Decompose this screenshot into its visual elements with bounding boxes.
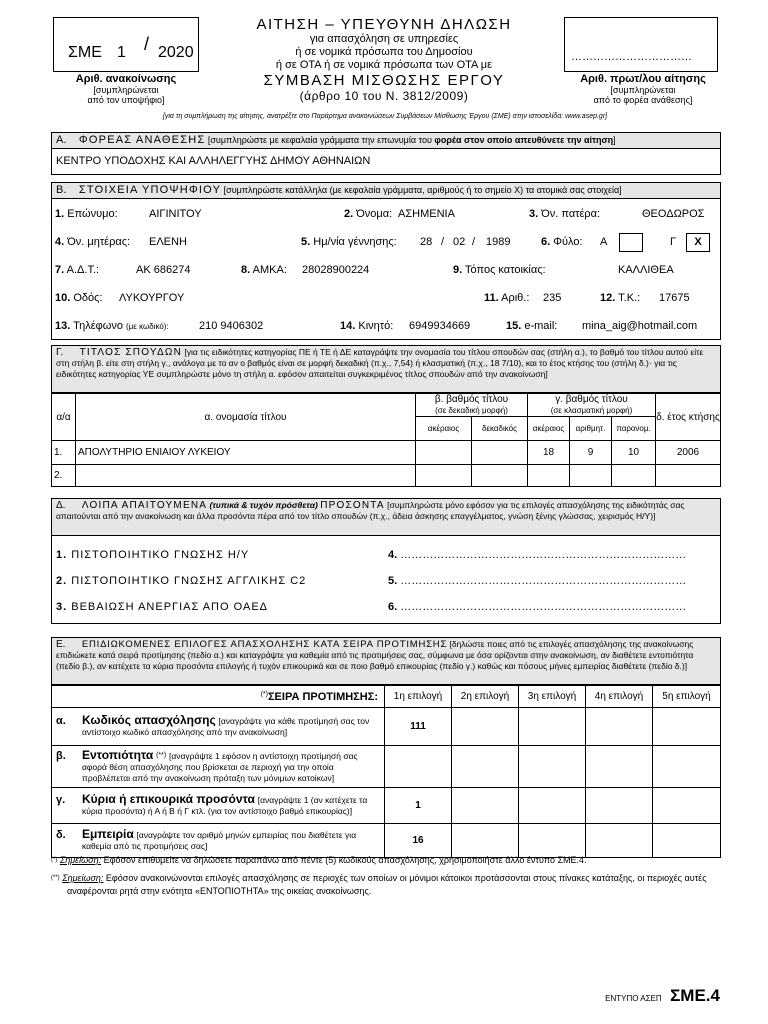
birth-date-field[interactable]: 5. Ημ/νία γέννησης: xyxy=(301,236,397,248)
choice-1-code[interactable]: 111 xyxy=(385,708,452,746)
choice-2-qualification[interactable] xyxy=(452,788,519,824)
birth-year[interactable]: 1989 xyxy=(486,236,511,248)
choice-3-header: 3η επιλογή xyxy=(519,686,586,708)
choice-5-header: 5η επιλογή xyxy=(653,686,721,708)
section-d-title-end: ΠΡΟΣΟΝΤΑ xyxy=(320,500,385,511)
sub-dec: δεκαδικός xyxy=(472,417,528,441)
choice-1-experience[interactable]: 16 xyxy=(385,824,452,858)
choice-5-code[interactable] xyxy=(653,708,721,746)
section-e-header xyxy=(51,637,721,685)
instructions-note: [για τη συμπλήρωση της αίτησης, ανατρέξτε στο Παράρτημα ανακοινώσεων Συμβάσεων Μίσθωσης Έργου (ΣΜΕ) στην ιστοσελίδα: www.asep.gr] xyxy=(162,113,608,120)
email-value[interactable]: mina_aig@hotmail.com xyxy=(582,320,698,332)
email-field[interactable]: 15. e-mail: xyxy=(506,320,558,332)
surname-field[interactable]: 1. Επώνυμο: xyxy=(55,208,118,220)
note-2: (**) Σημείωση: Εφόσον ανακοινώνονται επιλογές απασχόλησης σε περιοχές των οποίων οι μόνιμοι κάτοικοι προτάσσονται στους πίνακες κατάταξης, οι περιοχές αυτές αναφέρονται ρητά στην ενότητα «ΕΝΤΟΠΙΟΤΗΤΑ» της οικείας ανακοίνωσης. xyxy=(51,873,707,896)
protocol-number-box xyxy=(564,17,718,72)
preference-order-label: (*)ΣΕΙΡΑ ΠΡΟΤΙΜΗΣΗΣ: xyxy=(52,686,385,708)
father-name-value[interactable]: ΘΕΟΔΩΡΟΣ xyxy=(642,208,705,220)
col-fraction-header: γ. βαθμός τίτλου (σε κλασματική μορφή) xyxy=(528,394,656,417)
id-card-field[interactable]: 7. Α.Δ.Τ.: xyxy=(55,264,100,276)
form-title: ΑΙΤΗΣΗ – ΥΠΕΥΘΥΝΗ ΔΗΛΩΣΗ xyxy=(256,16,512,33)
grade-frac-den-cell[interactable] xyxy=(612,465,656,487)
table-row xyxy=(52,708,721,746)
gender-male-checkbox[interactable] xyxy=(619,233,643,252)
table-row xyxy=(52,824,721,858)
street-field[interactable]: 10. Οδός: xyxy=(55,292,103,304)
grade-int-cell[interactable] xyxy=(416,441,472,465)
preferences-table xyxy=(51,685,721,858)
mobile-field[interactable]: 14. Κινητό: xyxy=(340,320,394,332)
section-a-letter: Α. xyxy=(56,134,67,146)
experience-label: δ. Εμπειρία [αναγράψτε τον αριθμό μηνών εμπειρίας που διαθέτετε για καθεμία από τις προτιμήσεις σας] xyxy=(52,824,385,858)
residence-value[interactable]: ΚΑΛΛΙΘΕΑ xyxy=(618,264,674,276)
section-g-title: ΤΙΤΛΟΣ ΣΠΟΥΔΩΝ xyxy=(79,347,182,358)
section-g-header xyxy=(51,345,721,393)
protocol-sub1: [συμπληρώνεται xyxy=(610,85,676,95)
protocol-sub2: από το φορέα ανάθεσης] xyxy=(593,95,693,105)
choice-4-code[interactable] xyxy=(586,708,653,746)
section-a-hint-bold: φορέα στον οποίο απευθύνετε την αίτηση xyxy=(434,135,614,145)
choice-3-code[interactable] xyxy=(519,708,586,746)
sub-g-int: ακέραιος xyxy=(528,417,570,441)
form-line1: για απασχόληση σε υπηρεσίες xyxy=(309,33,459,45)
section-d-header xyxy=(51,498,721,536)
locality-label: β. Εντοπιότητα (**) [αναγράψτε 1 εφόσον η αντίστοιχη προτίμησή σας αφορά θέση απασχόλησης που βρίσκεται σε περιοχή για την οποία προβλέπεται από την ανακοίνωση πρόταξη των μόνιμων κατοίκων] xyxy=(52,746,385,788)
footer-code: ΣΜΕ.4 xyxy=(670,986,720,1005)
qualification-3[interactable]: 3. ΒΕΒΑΙΩΣΗ ΑΝΕΡΓΙΑΣ ΑΠΟ ΟΑΕΔ xyxy=(56,601,268,613)
footer-label: ΕΝΤΥΠΟ ΑΣΕΠ xyxy=(605,994,662,1003)
birth-sep2: / xyxy=(472,236,476,248)
street-number-value[interactable]: 235 xyxy=(543,292,562,304)
grade-frac-num-cell[interactable] xyxy=(570,465,612,487)
section-e-letter: Ε. xyxy=(56,639,66,650)
mother-name-value[interactable]: ΕΛΕΝΗ xyxy=(149,236,187,248)
gender-check-mark: X xyxy=(694,236,702,248)
section-b-header xyxy=(51,182,721,199)
qualifications-label: γ. Κύρια ή επικουρικά προσόντα [αναγράψτε 1 (αν κατέχετε τα κύρια προσόντα) ή Α ή Β ή Γ κτλ. (για τον αντίστοιχο βαθμό επικουρίας)] xyxy=(52,788,385,824)
title-name-cell[interactable]: ΑΠΟΛΥΤΗΡΙΟ ΕΝΙΑΙΟΥ ΛΥΚΕΙΟΥ xyxy=(76,441,416,465)
choice-5-experience[interactable] xyxy=(653,824,721,858)
protocol-label: Αριθ. πρωτ/λου αίτησης xyxy=(580,73,706,85)
choice-1-header: 1η επιλογή xyxy=(385,686,452,708)
choice-4-experience[interactable] xyxy=(586,824,653,858)
announcement-label: Αριθ. ανακοίνωσης xyxy=(75,73,177,85)
gender-female-label: Γ xyxy=(670,236,677,248)
choice-3-locality[interactable] xyxy=(519,746,586,788)
gender-field: 6. Φύλο: xyxy=(541,236,583,248)
street-value[interactable]: ΛΥΚΟΥΡΓΟΥ xyxy=(119,292,185,304)
section-g-letter: Γ. xyxy=(56,347,64,358)
choice-4-header: 4η επιλογή xyxy=(586,686,653,708)
form-line2: ή σε νομικά πρόσωπα του Δημοσίου xyxy=(295,46,473,58)
id-card-value[interactable]: ΑΚ 686274 xyxy=(136,264,191,276)
grade-int-cell[interactable] xyxy=(416,465,472,487)
section-b-body xyxy=(51,199,721,340)
choice-2-experience[interactable] xyxy=(452,824,519,858)
form-subtitle: ΣΥΜΒΑΣΗ ΜΙΣΘΩΣΗΣ ΕΡΓΟΥ xyxy=(263,72,505,89)
mobile-value[interactable]: 6949934669 xyxy=(409,320,471,332)
protocol-dots[interactable]: …………………………… xyxy=(571,51,692,63)
birth-day[interactable]: 28 xyxy=(420,236,433,248)
section-d-title-sub: (τυπικά & τυχόν πρόσθετα) xyxy=(209,500,318,510)
choice-2-header: 2η επιλογή xyxy=(452,686,519,708)
postal-code-field[interactable]: 12. Τ.Κ.: xyxy=(600,292,641,304)
section-d-title: ΛΟΙΠΑ ΑΠΑΙΤΟΥΜΕΝΑ xyxy=(81,500,208,511)
table-row xyxy=(52,465,721,487)
mother-name-field[interactable]: 4. Όν. μητέρας: xyxy=(55,236,131,248)
year-cell[interactable]: 2006 xyxy=(656,441,721,465)
row-number: 2. xyxy=(52,465,76,487)
surname-value[interactable]: ΑΙΓΙΝΙΤΟΥ xyxy=(149,208,202,220)
gender-female-checkbox[interactable] xyxy=(686,233,710,252)
grade-frac-int-cell[interactable]: 18 xyxy=(528,441,570,465)
firstname-field[interactable]: 2. Όνομα: xyxy=(344,208,393,220)
amka-value[interactable]: 28028900224 xyxy=(302,264,370,276)
section-e-hint: [δηλώστε ποιες από τις επιλογές απασχόλησης της ανακοίνωσης επιδιώκετε κατά σειρά προτίμησης (πεδίο α.) και καταγράψτε για καθεμία από τις προτιμήσεις σας, σύμφωνα με όσα ορίζονται στην ανακοίνωση, αν διαθέτετε εντοπιότητα (πεδίο β.), αν κατέχετε τα κύρια προσόντα επιλογής ή τυχόν επικουρικά και σε ποιο βαθμό επικουρίας (πεδίο γ.) καθώς και πόσους μήνες εμπειρίας διαθέτετε (πεδίο δ.)] xyxy=(56,639,694,671)
sub-g-den: παρονομ. xyxy=(612,417,656,441)
announcement-sub2: από τον υποψήφιο] xyxy=(87,95,165,105)
section-a-hint: [συμπληρώστε με κεφαλαία γράμματα την επωνυμία του xyxy=(207,135,432,145)
choice-3-experience[interactable] xyxy=(519,824,586,858)
title-name-cell[interactable] xyxy=(76,465,416,487)
grade-frac-den-cell[interactable]: 10 xyxy=(612,441,656,465)
gender-male-label: Α xyxy=(600,236,608,248)
row-number: 1. xyxy=(52,441,76,465)
announcement-code: ΣΜΕ xyxy=(68,44,102,61)
choice-1-qualification[interactable]: 1 xyxy=(385,788,452,824)
table-row xyxy=(52,746,721,788)
announcement-number-box xyxy=(53,17,199,72)
footer xyxy=(560,986,720,1006)
phone-value[interactable]: 210 9406302 xyxy=(199,320,264,332)
birth-month[interactable]: 02 xyxy=(453,236,466,248)
authority-name-field[interactable]: ΚΕΝΤΡΟ ΥΠΟΔΟΧΗΣ ΚΑΙ ΑΛΛΗΛΕΓΓΥΗΣ ΔΗΜΟΥ ΑΘΗΝΑΙΩΝ xyxy=(56,155,371,167)
grade-dec-cell[interactable] xyxy=(472,465,528,487)
street-number-field[interactable]: 11. Αριθ.: xyxy=(484,292,530,304)
section-g-hint: [για τις ειδικότητες κατηγορίας ΠΕ ή ΤΕ ή ΔΕ καταγράψτε την ονομασία του τίτλου σπουδών σας (στήλη α.), το βαθμό του τίτλου αυτού είτε στη στήλη β. είτε στη στήλη γ., ανάλογα με το αν ο βαθμός είναι σε μορφή δεκαδική (π.χ., 7,54) ή κλασματική (π.χ., 18 7/10), και το έτος κτήσης του (στήλη δ.)· για τις ειδικότητες κατηγορίας ΥΕ συμπληρώστε μόνο τη στήλη α. εφόσον απαιτείται συγκεκριμένος τίτλος σπουδών από την ανακοίνωση] xyxy=(56,347,704,379)
choice-2-locality[interactable] xyxy=(452,746,519,788)
qualification-2[interactable]: 2. ΠΙΣΤΟΠΟΙΗΤΙΚΟ ΓΝΩΣΗΣ ΑΓΓΛΙΚΗΣ C2 xyxy=(56,575,307,587)
section-b-title: ΣΤΟΙΧΕΙΑ ΥΠΟΨΗΦΙΟΥ xyxy=(78,184,222,196)
section-a-header xyxy=(51,132,721,149)
section-a-body xyxy=(51,149,721,175)
section-e-title: ΕΠΙΔΙΩΚΟΜΕΝΕΣ ΕΠΙΛΟΓΕΣ ΑΠΑΣΧΟΛΗΣΗΣ ΚΑΤΑ ΣΕΙΡΑ ΠΡΟΤΙΜΗΣΗΣ xyxy=(81,639,448,650)
col-title-header: α. ονομασία τίτλου xyxy=(76,394,416,441)
qualification-5[interactable]: 5. …………………………………………………………………… xyxy=(388,575,687,587)
section-d-body xyxy=(51,536,721,624)
father-name-field[interactable]: 3. Όν. πατέρα: xyxy=(529,208,601,220)
choice-2-code[interactable] xyxy=(452,708,519,746)
announcement-num: 1 xyxy=(117,44,126,61)
choice-5-qualification[interactable] xyxy=(653,788,721,824)
firstname-value[interactable]: ΑΣΗΜΕΝΙΑ xyxy=(398,208,455,220)
announcement-year: 2020 xyxy=(158,44,194,61)
sub-int: ακέραιος xyxy=(416,417,472,441)
phone-field[interactable]: 13. Τηλέφωνο (με κωδικό): xyxy=(55,320,169,332)
choice-5-locality[interactable] xyxy=(653,746,721,788)
announcement-sub1: [συμπληρώνεται xyxy=(93,85,159,95)
section-d-hint: [συμπληρώστε μόνο εφόσον για τις επιλογές απασχόλησης της ειδικότητάς σας απαιτούνται από την ανακοίνωση και άλλα προσόντα πέρα από τον τίτλο σπουδών (π.χ., άδεια άσκησης επαγγέλματος, γνώση ξένης γλώσσας, χειρισμός Η/Υ)] xyxy=(56,500,685,521)
grade-dec-cell[interactable] xyxy=(472,441,528,465)
table-row xyxy=(52,441,721,465)
choice-1-locality[interactable] xyxy=(385,746,452,788)
col-aa-header: α/α xyxy=(52,394,76,441)
birth-sep1: / xyxy=(441,236,445,248)
announcement-slash: / xyxy=(144,34,150,54)
qualification-6[interactable]: 6. …………………………………………………………………… xyxy=(388,601,687,613)
note-1: (*) Σημείωση: Εφόσον επιθυμείτε να δηλώσετε παραπάνω από πέντε (5) κωδικούς απασχόλησης, χρησιμοποιήστε άλλο έντυπο ΣΜΕ.4. xyxy=(51,855,587,865)
sub-g-num: αριθμητ. xyxy=(570,417,612,441)
section-b-hint: [συμπληρώστε κατάλληλα (με κεφαλαία γράμματα, αριθμούς ή το σημείο Χ) τα ατομικά σας στοιχεία] xyxy=(223,185,622,195)
section-a-title: ΦΟΡΕΑΣ ΑΝΑΘΕΣΗΣ xyxy=(78,134,206,146)
amka-field[interactable]: 8. ΑΜΚΑ: xyxy=(241,264,287,276)
choice-4-locality[interactable] xyxy=(586,746,653,788)
choice-4-qualification[interactable] xyxy=(586,788,653,824)
section-d-letter: Δ. xyxy=(56,500,66,511)
choice-3-qualification[interactable] xyxy=(519,788,586,824)
residence-field[interactable]: 9. Τόπος κατοικίας: xyxy=(453,264,546,276)
postal-code-value[interactable]: 17675 xyxy=(659,292,690,304)
employment-code-label: α. Κωδικός απασχόλησης [αναγράψτε για κάθε προτίμησή σας τον αντίστοιχο κωδικό απασχόλησης από την ανακοίνωση] xyxy=(52,708,385,746)
form-law: (άρθρο 10 του Ν. 3812/2009) xyxy=(299,89,469,103)
qualification-4[interactable]: 4. …………………………………………………………………… xyxy=(388,549,687,561)
year-cell[interactable] xyxy=(656,465,721,487)
col-decimal-header: β. βαθμός τίτλου (σε δεκαδική μορφή) xyxy=(416,394,528,417)
form-line3: ή σε ΟΤΑ ή σε νομικά πρόσωπα των ΟΤΑ με xyxy=(275,59,493,71)
section-b-letter: Β. xyxy=(56,184,67,196)
table-row xyxy=(52,788,721,824)
grade-frac-int-cell[interactable] xyxy=(528,465,570,487)
grade-frac-num-cell[interactable]: 9 xyxy=(570,441,612,465)
section-a-hint-end: ] xyxy=(613,135,616,145)
education-table xyxy=(51,393,721,487)
col-year-header: δ. έτος κτήσης xyxy=(656,394,721,441)
qualification-1[interactable]: 1. ΠΙΣΤΟΠΟΙΗΤΙΚΟ ΓΝΩΣΗΣ Η/Υ xyxy=(56,549,250,561)
